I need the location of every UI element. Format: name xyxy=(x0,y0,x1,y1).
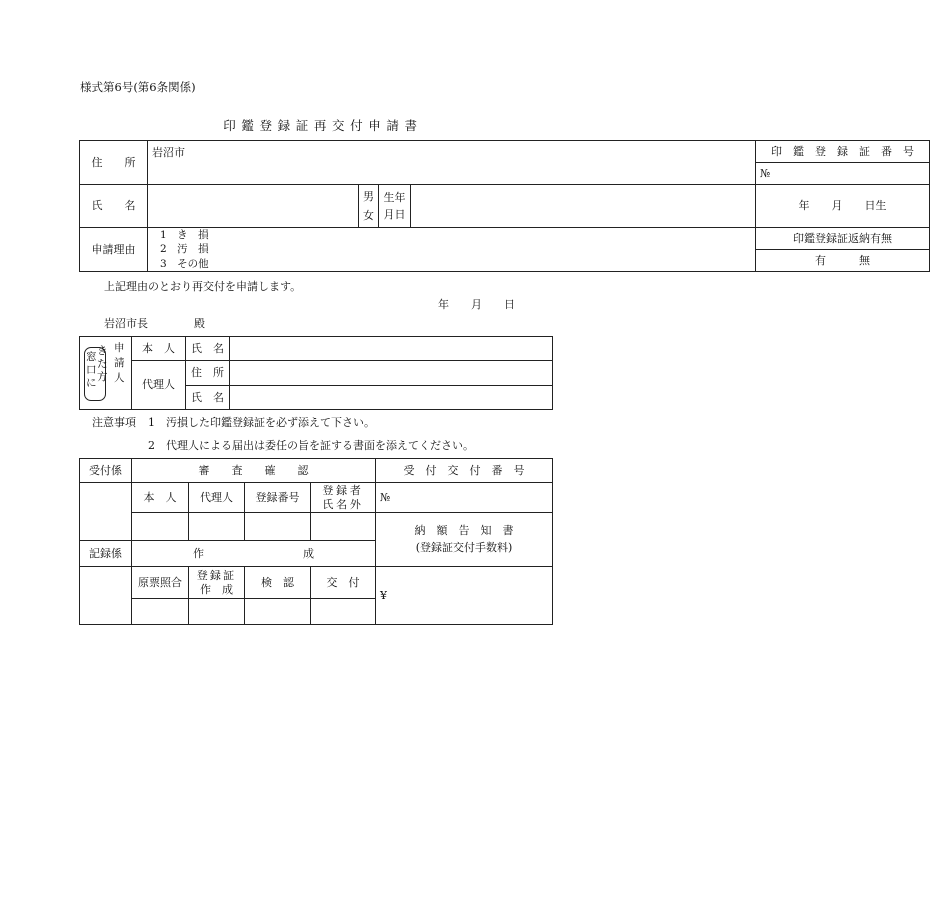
dob-field[interactable] xyxy=(756,185,930,228)
dob-label-line2: 月日 xyxy=(383,207,406,221)
sex-cell[interactable] xyxy=(359,185,379,228)
statement: 上記理由のとおり再交付を申請します。 xyxy=(104,280,302,293)
review-reg-number-field[interactable] xyxy=(245,513,311,541)
agent-name-field[interactable] xyxy=(230,386,553,410)
office-no-label: № xyxy=(380,490,391,504)
dob-value: 年 月 日生 xyxy=(798,199,887,213)
name-label: 氏 名 xyxy=(80,185,148,228)
return-header: 印鑑登録証返納有無 xyxy=(756,228,930,250)
review-principal: 本 人 xyxy=(132,483,189,513)
reason-label: 申請理由 xyxy=(80,228,148,272)
honorific: 殿 xyxy=(194,317,205,330)
agent-address-label: 住 所 xyxy=(186,361,230,386)
window-side-cell xyxy=(80,337,132,410)
issue-number-field[interactable] xyxy=(376,483,553,513)
records-field[interactable] xyxy=(80,567,132,625)
no-label: № xyxy=(760,166,771,180)
window-applicant-table xyxy=(79,336,553,410)
reason-options[interactable] xyxy=(148,228,756,272)
reg-number-field[interactable] xyxy=(756,163,930,185)
reason-option-3[interactable]: 3 その他 xyxy=(160,257,209,270)
delivery-label: 交 付 xyxy=(311,567,376,599)
creation-header: 作 成 xyxy=(132,541,376,567)
dob-label-line1: 生年 xyxy=(383,191,406,205)
registrant-line1: 登録者 xyxy=(322,484,364,498)
registrant-line2: 氏名外 xyxy=(322,497,364,511)
sex-female: 女 xyxy=(363,208,374,222)
review-agent-field[interactable] xyxy=(189,513,245,541)
reason-option-1[interactable]: 1 き 損 xyxy=(160,229,209,242)
side-vertical-2: きた方 xyxy=(97,345,108,384)
fee-amount-field[interactable] xyxy=(376,567,553,625)
agent-name-label: 氏 名 xyxy=(186,386,230,410)
review-reg-number: 登録番号 xyxy=(245,483,311,513)
reception-field[interactable] xyxy=(80,483,132,541)
return-field[interactable]: 有 無 xyxy=(756,250,930,272)
side-vertical-1: 窓口に xyxy=(86,351,97,390)
review-header: 審 査 確 認 xyxy=(132,459,376,483)
cert-creation-label xyxy=(189,567,245,599)
principal-name-label: 氏 名 xyxy=(186,337,230,361)
review-agent: 代理人 xyxy=(189,483,245,513)
note-2: 2 代理人による届出は委任の旨を証する書面を添えてください。 xyxy=(148,439,474,452)
form-title: 印鑑登録証再交付申請書 xyxy=(223,118,423,133)
principal-label: 本 人 xyxy=(132,337,186,361)
review-principal-field[interactable] xyxy=(132,513,189,541)
cert-line2: 作 成 xyxy=(200,582,233,596)
reason-option-2[interactable]: 2 汚 損 xyxy=(160,243,209,256)
name-field[interactable] xyxy=(148,185,359,228)
review-registrant xyxy=(311,483,376,513)
principal-name-field[interactable] xyxy=(230,337,553,361)
ledger-check-label: 原票照合 xyxy=(132,567,189,599)
dob-label xyxy=(379,185,411,227)
date-line[interactable]: 年 月 日 xyxy=(438,298,515,311)
address-label: 住 所 xyxy=(80,141,148,185)
delivery-field[interactable] xyxy=(311,599,376,625)
note-1: 1 汚損した印鑑登録証を必ず添えて下さい。 xyxy=(148,416,375,429)
inspection-field[interactable] xyxy=(245,599,311,625)
notes-label: 注意事項 xyxy=(92,416,136,429)
reg-number-header: 印 鑑 登 録 証 番 号 xyxy=(756,141,930,163)
cert-creation-field[interactable] xyxy=(189,599,245,625)
agent-address-field[interactable] xyxy=(230,361,553,386)
addressee: 岩沼市長 xyxy=(104,317,148,330)
fee-notice-title: 納 額 告 知 書 xyxy=(414,524,514,537)
side-label-col3 xyxy=(114,341,126,387)
cert-line1: 登録証 xyxy=(196,569,237,583)
office-table xyxy=(79,458,553,625)
review-registrant-field[interactable] xyxy=(311,513,376,541)
ledger-check-field[interactable] xyxy=(132,599,189,625)
applicant-table xyxy=(79,140,930,272)
agent-label: 代理人 xyxy=(132,361,186,410)
issue-number-header: 受 付 交 付 番 号 xyxy=(376,459,553,483)
reception-label: 受付係 xyxy=(80,459,132,483)
fee-notice-subtitle: (登録証交付手数料) xyxy=(415,540,513,554)
fee-notice-cell xyxy=(376,513,553,567)
side-vertical-3: 申請人 xyxy=(114,342,125,385)
sex-male: 男 xyxy=(363,190,374,204)
records-label: 記録係 xyxy=(80,541,132,567)
yen-symbol: ¥ xyxy=(380,588,387,602)
form-number: 様式第6号(第6条関係) xyxy=(80,80,196,94)
address-field[interactable]: 岩沼市 xyxy=(152,146,185,159)
inspection-label: 検 認 xyxy=(245,567,311,599)
